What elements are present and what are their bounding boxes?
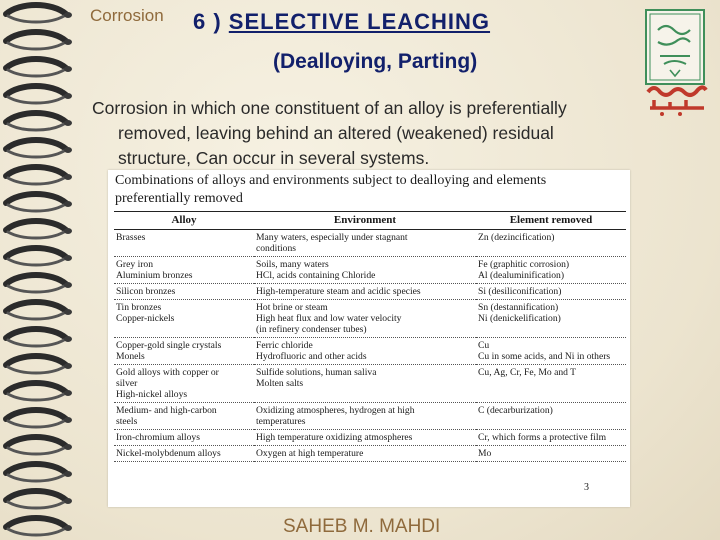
cell-line: Copper-gold single crystals <box>116 340 222 351</box>
slide-subtitle: (Dealloying, Parting) <box>273 50 478 73</box>
binding-ring <box>6 410 72 427</box>
binding-ring <box>6 356 72 373</box>
cell-line: C (decarburization) <box>478 405 553 416</box>
binding-ring <box>6 32 72 49</box>
page-number: 3 <box>584 482 589 493</box>
slide-title <box>193 9 490 35</box>
table-cell-environment <box>254 430 476 446</box>
cell-line: Hydrofluoric and other acids <box>256 351 367 362</box>
cell-line: Si (desiliconification) <box>478 286 562 297</box>
table-cell-alloy <box>114 300 254 338</box>
cell-line: Sn (destannification) <box>478 302 559 313</box>
cell-line: Aluminium bronzes <box>116 270 193 281</box>
dealloying-table-figure <box>108 170 630 507</box>
table-cell-alloy <box>114 365 254 403</box>
cell-line: Brasses <box>116 232 146 243</box>
cell-line: Molten salts <box>256 378 304 389</box>
table-cell-element <box>476 403 626 430</box>
binding-ring <box>6 383 72 400</box>
table-cell-environment <box>254 403 476 430</box>
cell-line: Copper-nickels <box>116 313 175 324</box>
title-text: SELECTIVE LEACHING <box>228 9 491 34</box>
cell-line: Oxidizing atmospheres, hydrogen at high <box>256 405 415 416</box>
cell-line: silver <box>116 378 138 389</box>
cell-line: Cu in some acids, and Ni in others <box>478 351 611 362</box>
table-cell-alloy <box>114 230 254 257</box>
table-row <box>114 403 626 430</box>
table-cell-element <box>476 300 626 338</box>
title-number: 6 ) <box>193 9 229 34</box>
binding-ring <box>6 113 72 130</box>
university-logo <box>640 8 712 120</box>
table-cell-element <box>476 338 626 365</box>
cell-line: Gold alloys with copper or <box>116 367 219 378</box>
cell-line: Silicon bronzes <box>116 286 176 297</box>
table-cell-environment <box>254 338 476 365</box>
table-row <box>114 284 626 300</box>
table-cell-element <box>476 365 626 403</box>
column-header-element-removed: Element removed <box>476 212 626 230</box>
dealloying-table <box>114 211 626 462</box>
binding-ring <box>6 167 72 184</box>
table-cell-alloy <box>114 446 254 462</box>
table-row <box>114 300 626 338</box>
table-cell-alloy <box>114 257 254 284</box>
table-caption: Combinations of alloys and environments subject to dealloying and elements preferentially removed <box>115 173 547 206</box>
cell-line: steels <box>116 416 138 427</box>
corner-label: Corrosion <box>90 6 164 25</box>
cell-line: Ni (denickelification) <box>478 313 561 324</box>
table-body <box>114 230 626 462</box>
binding-ring <box>6 248 72 265</box>
body-line-3: structure, Can occur in several systems. <box>118 148 430 168</box>
cell-line: Mo <box>478 448 492 459</box>
cell-line: temperatures <box>256 416 306 427</box>
column-header-environment: Environment <box>254 212 476 230</box>
table-row <box>114 230 626 257</box>
cell-line: Sulfide solutions, human saliva <box>256 367 377 378</box>
binding-ring <box>6 275 72 292</box>
table-cell-environment <box>254 365 476 403</box>
binding-ring <box>6 86 72 103</box>
cell-line: (in refinery condenser tubes) <box>256 324 367 335</box>
table-cell-alloy <box>114 284 254 300</box>
cell-line: HCl, acids containing Chloride <box>256 270 376 281</box>
cell-line: High heat flux and low water velocity <box>256 313 402 324</box>
table-cell-alloy <box>114 403 254 430</box>
table-cell-environment <box>254 257 476 284</box>
cell-line: Zn (dezincification) <box>478 232 555 243</box>
binding-ring <box>6 491 72 508</box>
cell-line: High-nickel alloys <box>116 389 188 400</box>
table-cell-element <box>476 430 626 446</box>
cell-line: Nickel-molybdenum alloys <box>116 448 221 459</box>
binding-ring <box>6 194 72 211</box>
binding-ring <box>6 329 72 346</box>
cell-line: High temperature oxidizing atmospheres <box>256 432 413 443</box>
table-cell-element <box>476 446 626 462</box>
body-paragraph <box>92 96 642 171</box>
cell-line: Soils, many waters <box>256 259 329 270</box>
cell-line: Cu, Ag, Cr, Fe, Mo and T <box>478 367 577 378</box>
cell-line: Iron-chromium alloys <box>116 432 200 443</box>
cell-line: Fe (graphitic corrosion) <box>478 259 570 270</box>
table-row <box>114 338 626 365</box>
cell-line: Many waters, especially under stagnant <box>256 232 408 243</box>
table-cell-environment <box>254 446 476 462</box>
cell-line: Grey iron <box>116 259 154 270</box>
body-line-1: Corrosion in which one constituent of an alloy is preferentially <box>92 98 567 118</box>
cell-line: Cu <box>478 340 490 351</box>
body-line-2: removed, leaving behind an altered (weakened) residual <box>118 123 554 143</box>
binding-ring <box>6 59 72 76</box>
table-row <box>114 257 626 284</box>
binding-ring <box>6 5 72 22</box>
column-header-alloy: Alloy <box>114 212 254 230</box>
table-cell-environment <box>254 300 476 338</box>
binding-ring <box>6 437 72 454</box>
table-cell-element <box>476 257 626 284</box>
binding-ring <box>6 221 72 238</box>
cell-line: Hot brine or steam <box>256 302 328 313</box>
table-cell-element <box>476 284 626 300</box>
cell-line: Ferric chloride <box>256 340 313 351</box>
table-cell-alloy <box>114 338 254 365</box>
author-footer: SAHEB M. MAHDI <box>283 516 441 537</box>
table-row <box>114 365 626 403</box>
spiral-binding <box>0 0 80 540</box>
table-cell-alloy <box>114 430 254 446</box>
table-row <box>114 430 626 446</box>
cell-line: Medium- and high-carbon <box>116 405 217 416</box>
binding-ring <box>6 302 72 319</box>
binding-ring <box>6 464 72 481</box>
cell-line: High-temperature steam and acidic species <box>256 286 421 297</box>
table-cell-environment <box>254 230 476 257</box>
table-cell-environment <box>254 284 476 300</box>
cell-line: Cr, which forms a protective film <box>478 432 607 443</box>
cell-line: Al (dealuminification) <box>478 270 565 281</box>
table-header-row <box>114 212 626 230</box>
cell-line: Oxygen at high temperature <box>256 448 364 459</box>
binding-ring <box>6 518 72 535</box>
binding-ring <box>6 140 72 157</box>
cell-line: Tin bronzes <box>116 302 162 313</box>
cell-line: Monels <box>116 351 145 362</box>
table-row <box>114 446 626 462</box>
cell-line: conditions <box>256 243 296 254</box>
table-cell-element <box>476 230 626 257</box>
